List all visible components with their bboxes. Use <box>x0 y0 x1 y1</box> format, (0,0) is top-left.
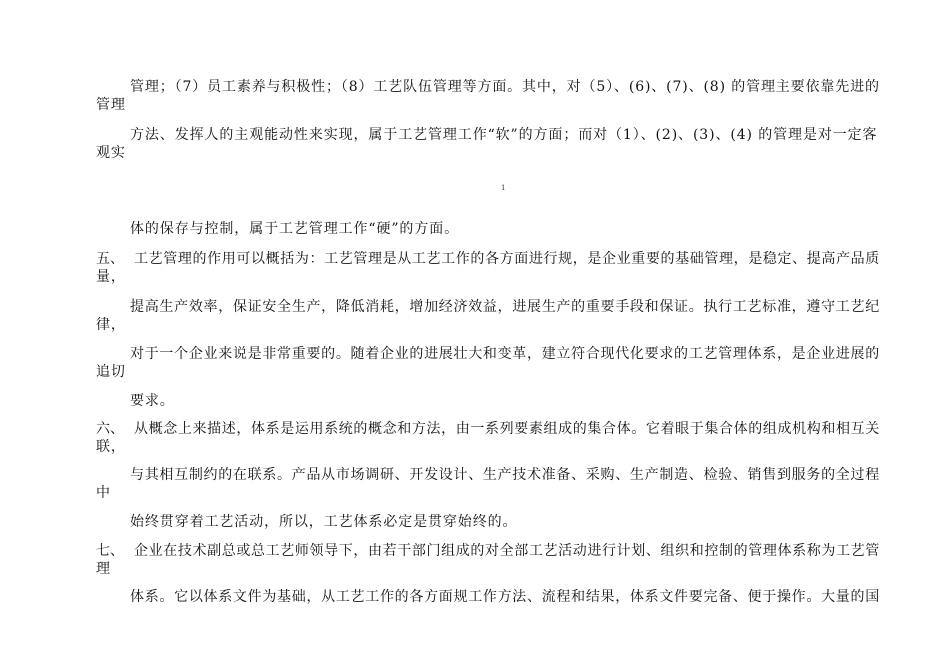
text-line-11-wrap: 理 <box>96 561 111 577</box>
text-line-2: 方法、发挥人的主观能动性来实现，属于工艺管理工作“软”的方面；而对（1）、(2)、(3)、(4) 的管理是对一定客 <box>130 127 878 143</box>
text-line-1-wrap: 管理 <box>96 97 126 113</box>
text-line-4-wrap: 量， <box>96 269 126 285</box>
text-line-6-wrap: 追切 <box>96 364 126 380</box>
section-number-6: 六、 <box>96 421 124 437</box>
section-number-7: 七、 <box>96 543 124 559</box>
text-line-9: 与其相互制约的在联系。产品从市场调研、开发设计、生产技术准备、采购、生产制造、检验、销售到服务的全过程 <box>130 467 880 483</box>
text-line-5: 提高生产效率，保证安全生产，降低消耗，增加经济效益，进展生产的重要手段和保证。执行工艺标准，遵守工艺纪 <box>130 299 880 315</box>
text-line-6: 对于一个企业来说是非常重要的。随着企业的进展壮大和变革，建立符合现代化要求的工艺管理体系，是企业进展的 <box>130 346 880 362</box>
text-line-7: 要求。 <box>130 393 175 409</box>
text-line-5-wrap: 律， <box>96 317 126 333</box>
text-line-9-wrap: 中 <box>96 485 111 501</box>
text-line-12: 体系。它以体系文件为基础，从工艺工作的各方面规工作方法、流程和结果，体系文件要完备、便于操作。大量的国 <box>130 589 880 605</box>
text-line-3: 体的保存与控制，属于工艺管理工作“硬”的方面。 <box>130 221 460 237</box>
text-line-11: 企业在技术副总或总工艺师领导下，由若干部门组成的对全部工艺活动进行计划、组织和控制的管理体系称为工艺管 <box>134 543 880 559</box>
text-line-8: 从概念上来描述，体系是运用系统的概念和方法，由一系列要素组成的集合体。它着眼于集合体的组成机构和相互关 <box>134 421 880 437</box>
text-line-2-wrap: 观实 <box>96 145 126 161</box>
text-line-4: 工艺管理的作用可以概括为：工艺管理是从工艺工作的各方面进行规，是企业重要的基础管理，是稳定、提高产品质 <box>134 251 880 267</box>
page-marker: 1 <box>501 184 506 192</box>
text-line-10: 始终贯穿着工艺活动，所以，工艺体系必定是贯穿始终的。 <box>130 514 518 530</box>
text-line-1: 管理；（7）员工素养与积极性；（8）工艺队伍管理等方面。其中，对（5）、(6)、(7)、(8) 的管理主要依靠先进的 <box>130 79 880 95</box>
text-line-8-wrap: 联， <box>96 439 126 455</box>
section-number-5: 五、 <box>96 251 124 267</box>
